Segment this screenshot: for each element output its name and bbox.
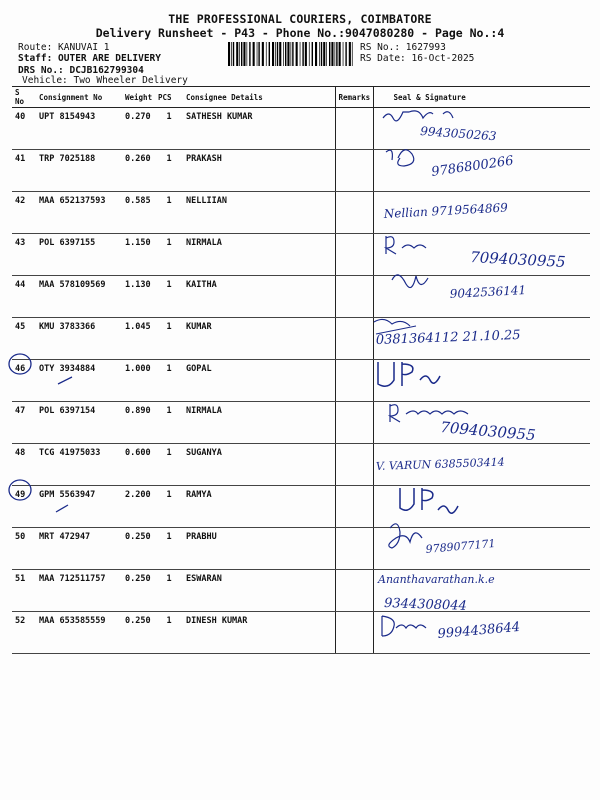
cell-signature: [373, 444, 590, 486]
table-row: [12, 528, 590, 570]
cell-pcs: 1: [155, 276, 183, 318]
table-row: [12, 402, 590, 444]
table-row: [12, 360, 590, 402]
cell-weight: 0.270: [122, 108, 155, 150]
col-consignment: Consignment No: [36, 87, 122, 108]
handwritten-phone-40: 9943050263: [419, 124, 497, 144]
cell-pcs: 1: [155, 360, 183, 402]
cell-pcs: 1: [155, 318, 183, 360]
handwritten-48: V. VARUN 6385503414: [375, 455, 505, 473]
cell-weight: 0.250: [122, 528, 155, 570]
table-row: [12, 570, 590, 612]
cell-consignee: RAMYA: [183, 486, 335, 528]
cell-weight: 0.600: [122, 444, 155, 486]
cell-remarks: [335, 234, 373, 276]
cell-remarks: [335, 486, 373, 528]
col-sno: S No: [12, 87, 36, 108]
cell-consignee: NIRMALA: [183, 402, 335, 444]
table-row: [12, 108, 590, 150]
col-pcs: PCS: [155, 87, 183, 108]
table-row: [12, 486, 590, 528]
barcode-image: [228, 42, 354, 66]
cell-consignment: OTY 3934884: [36, 360, 122, 402]
handwritten-phone-47: 7094030955: [439, 418, 537, 445]
cell-sno: 43: [12, 234, 36, 276]
cell-consignment: MAA 578109569: [36, 276, 122, 318]
cell-weight: 1.130: [122, 276, 155, 318]
col-consignee: Consignee Details: [183, 87, 335, 108]
cell-pcs: 1: [155, 402, 183, 444]
cell-consignment: TCG 41975033: [36, 444, 122, 486]
cell-consignee: NELLIIAN: [183, 192, 335, 234]
handwritten-phone-51: 9344308044: [383, 596, 468, 614]
cell-sno: 46: [12, 360, 36, 402]
cell-signature: [373, 276, 590, 318]
table-row: [12, 612, 590, 654]
cell-pcs: 1: [155, 150, 183, 192]
cell-remarks: [335, 318, 373, 360]
route-label: Route: KANUVAI 1: [18, 42, 110, 53]
cell-remarks: [335, 402, 373, 444]
cell-signature: [373, 108, 590, 150]
cell-consignee: GOPAL: [183, 360, 335, 402]
cell-pcs: 1: [155, 108, 183, 150]
cell-consignment: MAA 652137593: [36, 192, 122, 234]
cell-signature: [373, 402, 590, 444]
runsheet-title: Delivery Runsheet - P43 - Phone No.:9047080280 - Page No.:4: [95, 26, 505, 40]
drs-label: DRS No.: DCJB162799304: [18, 65, 144, 76]
cell-weight: 0.250: [122, 570, 155, 612]
cell-pcs: 1: [155, 612, 183, 654]
cell-remarks: [335, 612, 373, 654]
cell-sno: 45: [12, 318, 36, 360]
cell-remarks: [335, 108, 373, 150]
col-remarks: Remarks: [335, 87, 373, 108]
cell-consignee: SUGANYA: [183, 444, 335, 486]
staff-label: Staff: OUTER ARE DELIVERY: [18, 53, 161, 64]
cell-remarks: [335, 360, 373, 402]
cell-remarks: [335, 150, 373, 192]
cell-signature: [373, 150, 590, 192]
vehicle-label: Vehicle: Two Wheeler Delivery: [22, 75, 188, 86]
cell-consignment: POL 6397154: [36, 402, 122, 444]
cell-consignee: ESWARAN: [183, 570, 335, 612]
handwritten-45: 0381364112 21.10.25: [375, 327, 521, 348]
cell-weight: 1.000: [122, 360, 155, 402]
table-header-row: [12, 87, 590, 108]
cell-weight: 1.150: [122, 234, 155, 276]
cell-consignment: MRT 472947: [36, 528, 122, 570]
cell-pcs: 1: [155, 528, 183, 570]
cell-consignee: DINESH KUMAR: [183, 612, 335, 654]
cell-consignee: PRAKASH: [183, 150, 335, 192]
cell-consignment: UPT 8154943: [36, 108, 122, 150]
cell-consignee: SATHESH KUMAR: [183, 108, 335, 150]
cell-sno: 47: [12, 402, 36, 444]
cell-pcs: 1: [155, 192, 183, 234]
cell-remarks: [335, 276, 373, 318]
cell-sno: 50: [12, 528, 36, 570]
handwritten-phone-44: 9042536141: [449, 283, 527, 301]
delivery-table: [12, 86, 590, 654]
col-signature: Seal & Signature: [373, 87, 590, 108]
cell-consignment: MAA 712511757: [36, 570, 122, 612]
cell-weight: 0.585: [122, 192, 155, 234]
cell-sno: 44: [12, 276, 36, 318]
cell-sno: 41: [12, 150, 36, 192]
cell-sno: 42: [12, 192, 36, 234]
cell-remarks: [335, 444, 373, 486]
table-row: [12, 192, 590, 234]
table-row: [12, 318, 590, 360]
cell-signature: [373, 360, 590, 402]
cell-signature: [373, 612, 590, 654]
cell-signature: [373, 318, 590, 360]
cell-sno: 51: [12, 570, 36, 612]
cell-weight: 1.045: [122, 318, 155, 360]
cell-sno: 52: [12, 612, 36, 654]
cell-signature: [373, 528, 590, 570]
handwritten-phone-50: 9789077171: [425, 536, 496, 556]
handwritten-42: Nellian 9719564869: [383, 200, 509, 221]
cell-sno: 48: [12, 444, 36, 486]
table-row: [12, 276, 590, 318]
cell-signature: [373, 570, 590, 612]
cell-remarks: [335, 570, 373, 612]
cell-weight: 0.890: [122, 402, 155, 444]
col-weight: Weight: [122, 87, 155, 108]
cell-consignee: KUMAR: [183, 318, 335, 360]
cell-pcs: 1: [155, 486, 183, 528]
cell-sno: 40: [12, 108, 36, 150]
cell-consignee: NIRMALA: [183, 234, 335, 276]
cell-signature: [373, 486, 590, 528]
cell-consignment: GPM 5563947: [36, 486, 122, 528]
cell-pcs: 1: [155, 570, 183, 612]
table-row: [12, 150, 590, 192]
cell-consignment: TRP 7025188: [36, 150, 122, 192]
cell-consignment: POL 6397155: [36, 234, 122, 276]
cell-weight: 2.200: [122, 486, 155, 528]
cell-consignee: KAITHA: [183, 276, 335, 318]
table-row: [12, 234, 590, 276]
cell-consignment: KMU 3783366: [36, 318, 122, 360]
company-title: THE PROFESSIONAL COURIERS, COIMBATORE: [168, 12, 432, 26]
cell-weight: 0.250: [122, 612, 155, 654]
cell-remarks: [335, 528, 373, 570]
cell-signature: [373, 234, 590, 276]
rs-number: RS No.: 1627993: [360, 42, 446, 53]
handwritten-phone-52: 9994438644: [437, 619, 521, 642]
handwritten-phone-41: 9786800266: [430, 153, 515, 180]
cell-remarks: [335, 192, 373, 234]
handwritten-phone-43: 7094030955: [469, 248, 567, 271]
cell-signature: [373, 192, 590, 234]
cell-pcs: 1: [155, 234, 183, 276]
cell-consignee: PRABHU: [183, 528, 335, 570]
cell-sno: 49: [12, 486, 36, 528]
cell-pcs: 1: [155, 444, 183, 486]
rs-date: RS Date: 16-Oct-2025: [360, 53, 475, 64]
handwritten-51-name: Ananthavarathan.k.e: [378, 573, 495, 586]
cell-consignment: MAA 653585559: [36, 612, 122, 654]
cell-weight: 0.260: [122, 150, 155, 192]
table-row: [12, 444, 590, 486]
